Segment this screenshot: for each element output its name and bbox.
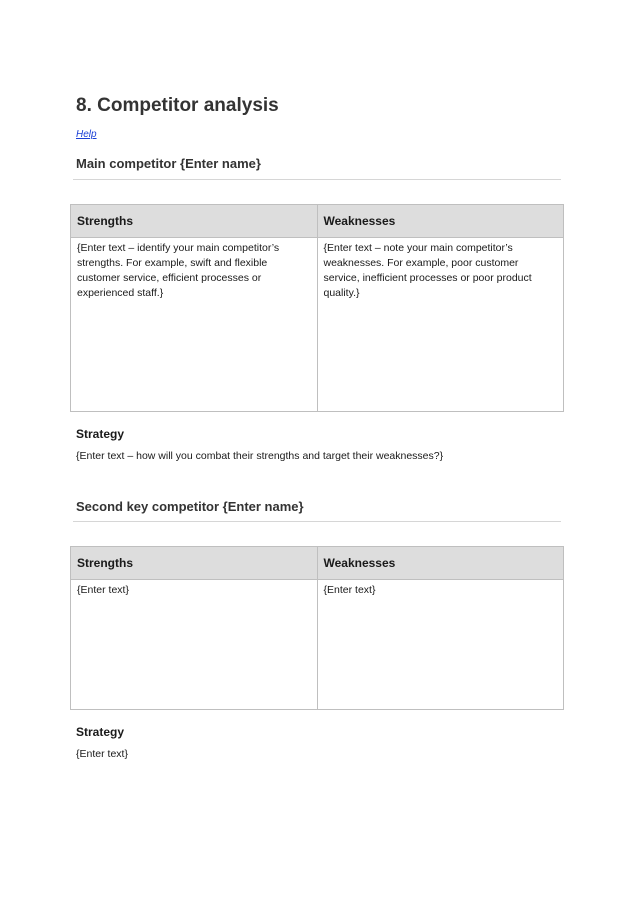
section-heading-main-competitor: Main competitor {Enter name} bbox=[76, 156, 261, 171]
weaknesses-header: Weaknesses bbox=[317, 205, 564, 238]
table-header-row bbox=[71, 205, 564, 238]
table-header-row bbox=[71, 547, 564, 580]
strategy-text[interactable]: {Enter text} bbox=[76, 748, 128, 760]
main-competitor-swot-table bbox=[70, 204, 564, 412]
strategy-text[interactable]: {Enter text – how will you combat their strengths and target their weaknesses?} bbox=[76, 450, 444, 462]
strategy-heading: Strategy bbox=[76, 427, 125, 441]
table-row bbox=[71, 238, 564, 412]
weaknesses-cell[interactable]: {Enter text – note your main competitor’s weaknesses. For example, poor customer service, inefficient processes or poor product quality.} bbox=[317, 238, 564, 412]
weaknesses-cell[interactable]: {Enter text} bbox=[317, 580, 564, 710]
section-heading-second-competitor: Second key competitor {Enter name} bbox=[76, 499, 304, 514]
section-divider bbox=[73, 521, 561, 522]
page-title: 8. Competitor analysis bbox=[76, 95, 279, 116]
section-divider bbox=[73, 179, 561, 180]
strengths-cell[interactable]: {Enter text} bbox=[71, 580, 318, 710]
help-link[interactable]: Help bbox=[76, 129, 97, 140]
table-row bbox=[71, 580, 564, 710]
weaknesses-header: Weaknesses bbox=[317, 547, 564, 580]
strategy-heading: Strategy bbox=[76, 725, 125, 739]
strengths-header: Strengths bbox=[71, 547, 318, 580]
strengths-cell[interactable]: {Enter text – identify your main competitor’s strengths. For example, swift and flexible customer service, efficient processes or experienced staff.} bbox=[71, 238, 318, 412]
second-competitor-swot-table bbox=[70, 546, 564, 710]
strengths-header: Strengths bbox=[71, 205, 318, 238]
